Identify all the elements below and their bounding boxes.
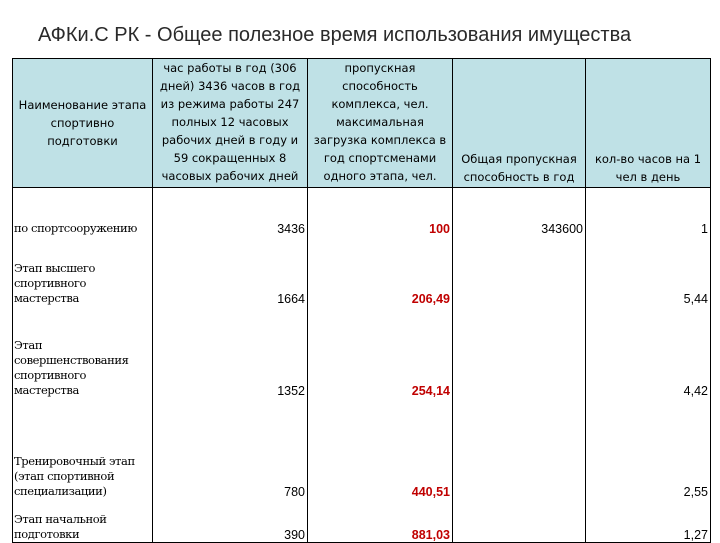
row-capacity: 881,03: [308, 499, 453, 543]
row-per-person: 4,42: [586, 306, 711, 398]
table-row: [13, 236, 711, 306]
row-name: Этап совершенствования спортивного мастерства: [13, 306, 153, 398]
table-row: [13, 499, 711, 543]
table-row: [13, 398, 711, 499]
row-total: [453, 398, 586, 499]
row-total: [453, 236, 586, 306]
row-hours: 390: [153, 499, 308, 543]
row-capacity: 254,14: [308, 306, 453, 398]
row-total: [453, 499, 586, 543]
table-row: [13, 306, 711, 398]
row-capacity: 206,49: [308, 236, 453, 306]
row-per-person: 5,44: [586, 236, 711, 306]
header-total-capacity: Общая пропускная способность в год: [453, 59, 586, 188]
row-hours: 1352: [153, 306, 308, 398]
table-header-row: [13, 59, 711, 188]
row-capacity: 440,51: [308, 398, 453, 499]
row-per-person: 1: [586, 188, 711, 236]
row-per-person: 2,55: [586, 398, 711, 499]
usage-table: [12, 58, 711, 543]
header-hours-per-year: час работы в год (306 дней) 3436 часов в год из режима работы 247 полных 12 часовых рабочих дней в году и 59 сокращенных 8 часовых рабочих дней: [153, 59, 308, 188]
row-hours: 3436: [153, 188, 308, 236]
row-per-person: 1,27: [586, 499, 711, 543]
header-capacity: пропускная способность комплекса, чел. максимальная загрузка комплекса в год спортсменами одного этапа, чел.: [308, 59, 453, 188]
row-hours: 1664: [153, 236, 308, 306]
header-stage-name: Наименование этапа спортивно подготовки: [13, 59, 153, 188]
slide-title: АФКи.С РК - Общее полезное время использования имущества: [38, 24, 632, 46]
row-name: Тренировочный этап (этап спортивной специализации): [13, 398, 153, 499]
row-name: Этап высшего спортивного мастерства: [13, 236, 153, 306]
row-name: Этап начальной подготовки: [13, 499, 153, 543]
header-hours-per-person: кол-во часов на 1 чел в день: [586, 59, 711, 188]
row-total: 343600: [453, 188, 586, 236]
row-total: [453, 306, 586, 398]
table-row: [13, 188, 711, 236]
row-name: по спортсооружению: [13, 188, 153, 236]
row-capacity: 100: [308, 188, 453, 236]
row-hours: 780: [153, 398, 308, 499]
